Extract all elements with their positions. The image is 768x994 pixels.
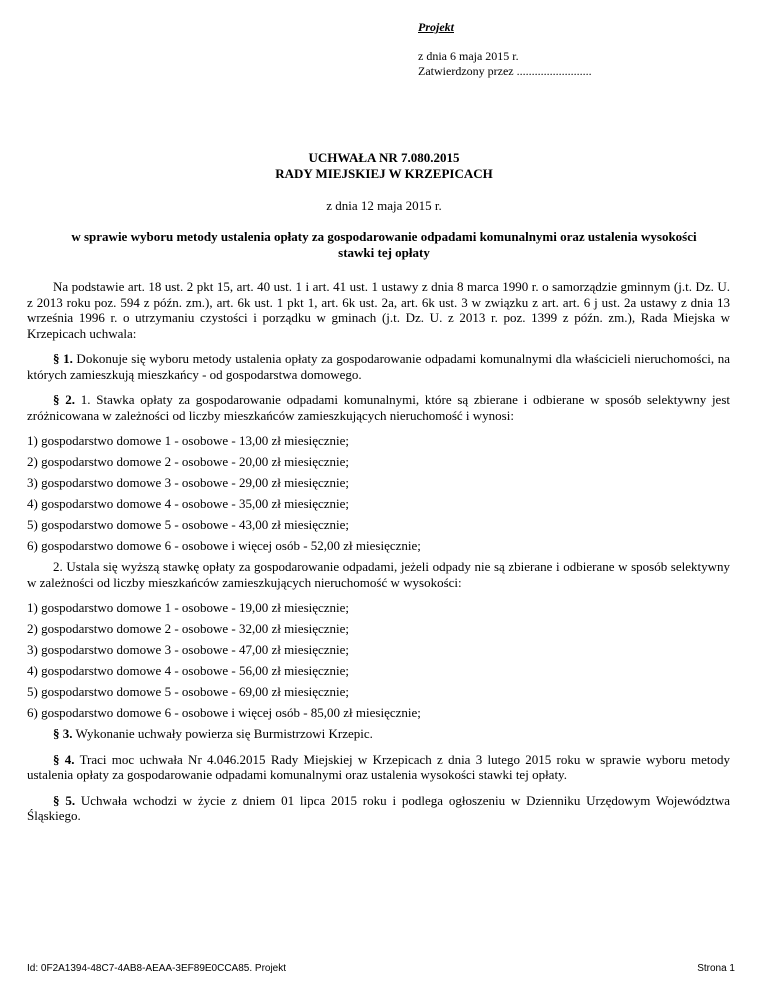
list-item: 3) gospodarstwo domowe 3 - osobowe - 47,00 zł miesięcznie;	[27, 642, 350, 657]
section-text: Traci moc uchwała Nr 4.046.2015 Rady Miejskiej w Krzepicach z dnia 3 lutego 2015 roku w sprawie wyboru metody ustalenia opłaty za gospodarowanie odpadami komunalnymi oraz ustalenia wysokości stawki tej opłaty.	[27, 751, 730, 782]
list-item: 1) gospodarstwo domowe 1 - osobowe - 13,00 zł miesięcznie;	[27, 433, 350, 448]
list-item: 6) gospodarstwo domowe 6 - osobowe i więcej osób - 85,00 zł miesięcznie;	[27, 705, 421, 720]
section-2	[27, 392, 730, 423]
list-item: 2) gospodarstwo domowe 2 - osobowe - 20,00 zł miesięcznie;	[27, 454, 350, 469]
page-number: Strona 1	[697, 963, 735, 974]
section-4	[27, 752, 730, 783]
section-sign: § 2.	[53, 392, 75, 407]
list-item: 6) gospodarstwo domowe 6 - osobowe i więcej osób - 52,00 zł miesięcznie;	[27, 538, 421, 553]
list-item: 5) gospodarstwo domowe 5 - osobowe - 43,00 zł miesięcznie;	[27, 517, 350, 532]
section-1	[27, 351, 730, 382]
section-3	[27, 726, 730, 742]
project-header	[418, 20, 592, 79]
section-2-point-2: 2. Ustala się wyższą stawkę opłaty za gospodarowanie odpadami, jeżeli odpady nie są zbierane i odbierane w sposób selektywny w zależności od liczby mieszkańców zamieszkujących nieruchomość w wysokości:	[27, 559, 730, 590]
section-sign: § 4.	[53, 751, 75, 767]
title-line-1: UCHWAŁA NR 7.080.2015	[308, 150, 460, 165]
section-sign: § 5.	[53, 792, 76, 808]
section-5	[27, 793, 730, 824]
section-text: Wykonanie uchwały powierza się Burmistrzowi Krzepic.	[72, 726, 373, 741]
list-item: 4) gospodarstwo domowe 4 - osobowe - 56,00 zł miesięcznie;	[27, 663, 350, 678]
title-line-2: RADY MIEJSKIEJ W KRZEPICACH	[275, 166, 493, 181]
list-item: 3) gospodarstwo domowe 3 - osobowe - 29,00 zł miesięcznie;	[27, 475, 350, 490]
list-item: 4) gospodarstwo domowe 4 - osobowe - 35,00 zł miesięcznie;	[27, 496, 350, 511]
section-sign: § 3.	[53, 726, 73, 741]
resolution-title	[0, 150, 768, 182]
resolution-subject: w sprawie wyboru metody ustalenia opłaty za gospodarowanie odpadami komunalnymi oraz ustalenia wysokości stawki tej opłaty	[71, 229, 697, 260]
section-text: 1. Stawka opłaty za gospodarowanie odpadami komunalnymi, które są zbierane i odbierane w sposób selektywny jest zróżnicowana w zależności od liczby mieszkańców zamieszkujących nieruchomość i wynosi:	[27, 392, 731, 423]
resolution-date: z dnia 12 maja 2015 r.	[326, 198, 442, 213]
section-sign: § 1.	[53, 351, 73, 366]
document-body	[27, 279, 730, 834]
list-item: 5) gospodarstwo domowe 5 - osobowe - 69,00 zł miesięcznie;	[27, 684, 350, 699]
project-date: z dnia 6 maja 2015 r.	[418, 49, 519, 63]
section-text: Dokonuje się wyboru metody ustalenia opłaty za gospodarowanie odpadami komunalnymi dla właścicieli nieruchomości, na których zamieszkują mieszkańcy - od gospodarstwa domowego.	[27, 351, 730, 382]
rate-list-nonselective	[27, 600, 730, 720]
rate-list-selective	[27, 433, 730, 553]
list-item: 2) gospodarstwo domowe 2 - osobowe - 32,00 zł miesięcznie;	[27, 621, 350, 636]
project-label: Projekt	[418, 20, 454, 34]
section-text: Uchwała wchodzi w życie z dniem 01 lipca 2015 roku i podlega ogłoszeniu w Dzienniku Urzędowym Województwa Śląskiego.	[27, 792, 731, 823]
preamble: Na podstawie art. 18 ust. 2 pkt 15, art. 40 ust. 1 i art. 41 ust. 1 ustawy z dnia 8 marca 1990 r. o samorządzie gminnym (j.t. Dz. U. z 2013 roku poz. 594 z późn. zm.), art. 6k ust. 1 pkt 1, art. 6k ust. 2a, art. 6k ust. 3 w związku z art. art. 6 j ust. 2a ustawy z dnia 13 września 1996 r. o utrzymaniu czystości i porządku w gminach (j.t. Dz. U. z 2013 r. poz. 1399 z późn. zm.), Rada Miejska w Krzepicach uchwala:	[27, 279, 730, 341]
list-item: 1) gospodarstwo domowe 1 - osobowe - 19,00 zł miesięcznie;	[27, 600, 350, 615]
document-id: Id: 0F2A1394-48C7-4AB8-AEAA-3EF89E0CCA85. Projekt	[27, 963, 287, 974]
approved-by-line: Zatwierdzony przez .........................	[418, 64, 592, 78]
